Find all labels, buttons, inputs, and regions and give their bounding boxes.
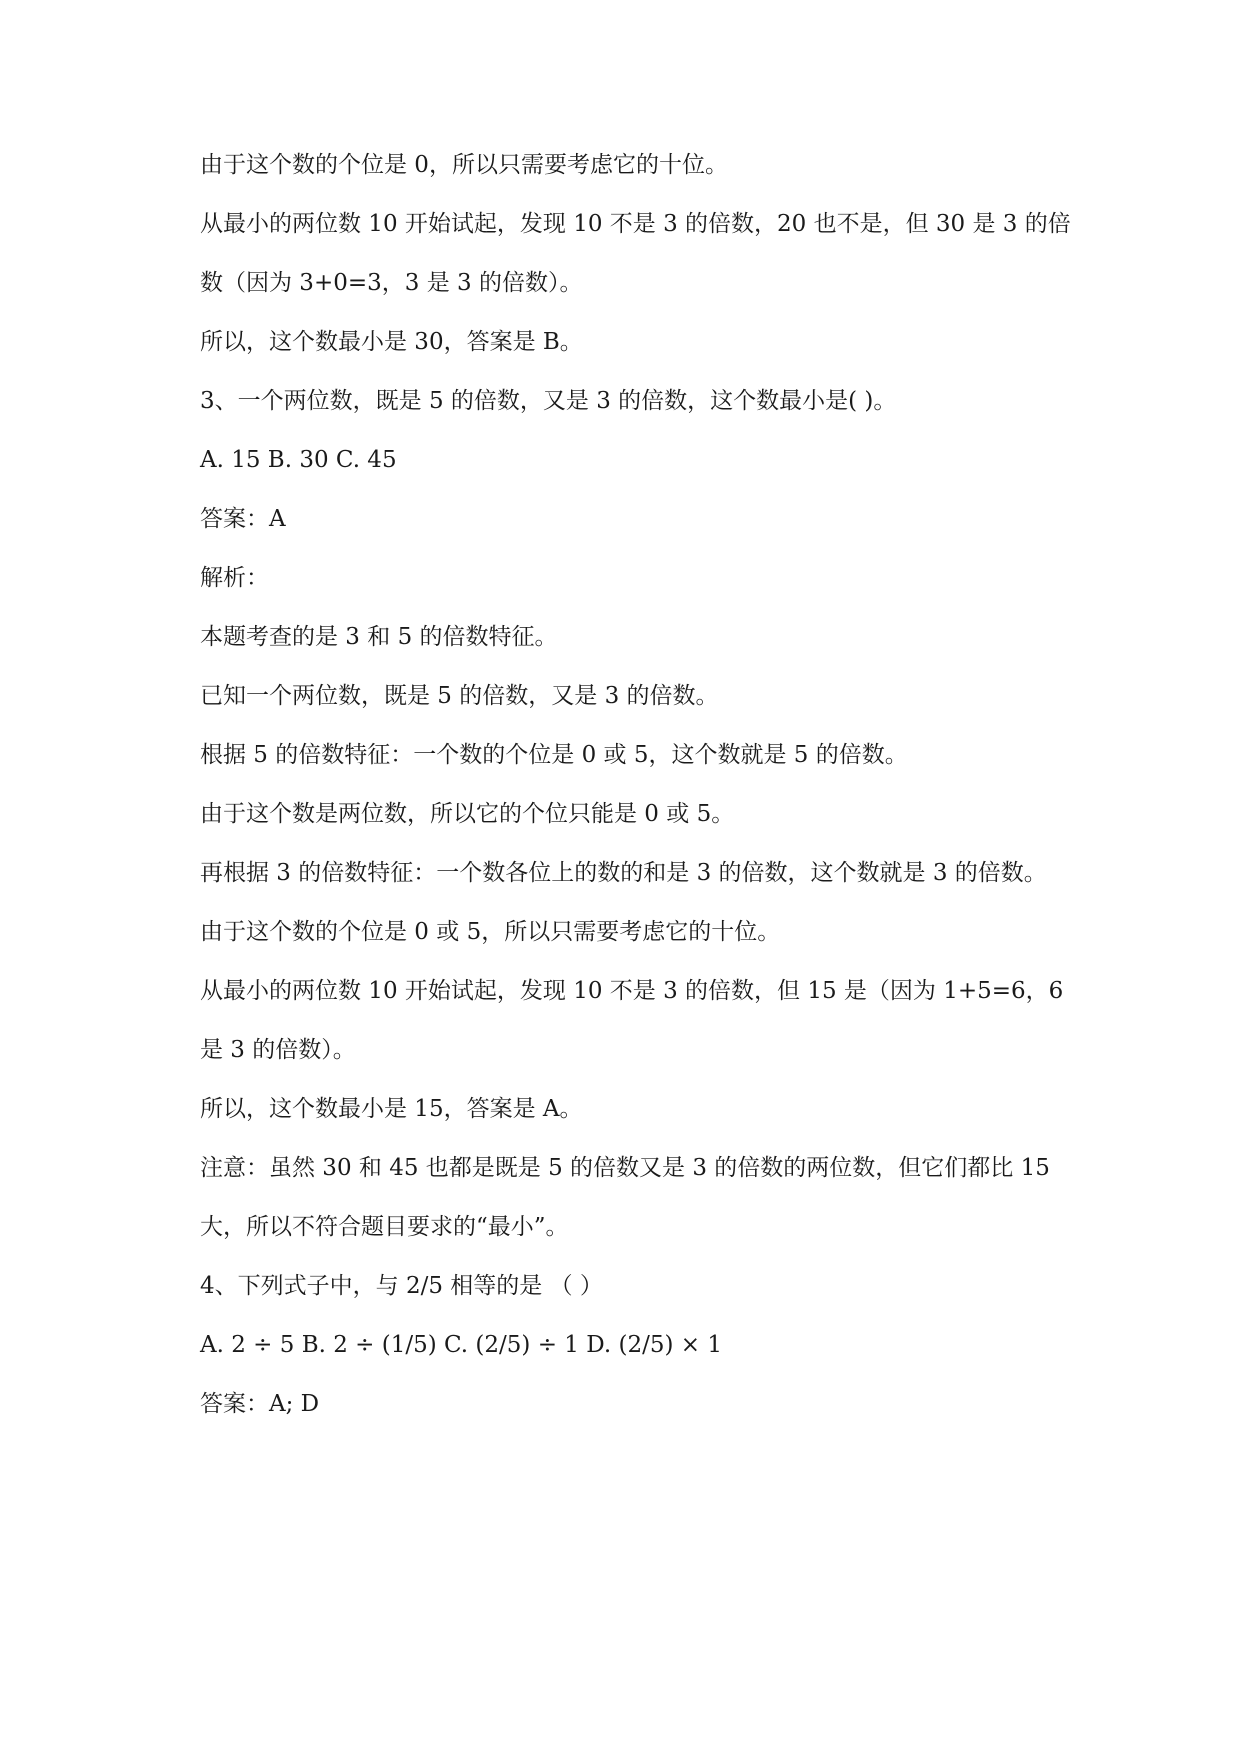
paragraph-line: 已知一个两位数，既是 5 的倍数，又是 3 的倍数。: [200, 683, 719, 709]
question-3-title: 3、一个两位数，既是 5 的倍数，又是 3 的倍数，这个数最小是( )。: [200, 388, 897, 414]
paragraph-line: 注意：虽然 30 和 45 也都是既是 5 的倍数又是 3 的倍数的两位数，但它们都比 15: [200, 1155, 1050, 1181]
paragraph-line: 大，所以不符合题目要求的“最小”。: [200, 1214, 569, 1240]
paragraph-line: 从最小的两位数 10 开始试起，发现 10 不是 3 的倍数，20 也不是，但 30 是 3 的倍: [200, 211, 1071, 237]
paragraph-line: 所以，这个数最小是 15，答案是 A。: [200, 1096, 583, 1122]
paragraph-line: 是 3 的倍数）。: [200, 1037, 356, 1063]
paragraph-line: 从最小的两位数 10 开始试起，发现 10 不是 3 的倍数，但 15 是（因为 1+5=6，6: [200, 978, 1064, 1004]
question-4-options: A. 2 ÷ 5 B. 2 ÷ (1/5) C. (2/5) ÷ 1 D. (2/5) × 1: [200, 1332, 722, 1358]
paragraph-line: 由于这个数的个位是 0 或 5，所以只需要考虑它的十位。: [200, 919, 781, 945]
paragraph-line: 本题考查的是 3 和 5 的倍数特征。: [200, 624, 558, 650]
paragraph-line: 由于这个数是两位数，所以它的个位只能是 0 或 5。: [200, 801, 735, 827]
paragraph-line: 数（因为 3+0=3，3 是 3 的倍数）。: [200, 270, 583, 296]
paragraph-line: 所以，这个数最小是 30，答案是 B。: [200, 329, 583, 355]
paragraph-line: 再根据 3 的倍数特征：一个数各位上的数的和是 3 的倍数，这个数就是 3 的倍数。: [200, 860, 1047, 886]
question-3-answer: 答案：A: [200, 506, 286, 532]
paragraph-line: 由于这个数的个位是 0，所以只需要考虑它的十位。: [200, 152, 728, 178]
analysis-heading: 解析：: [200, 565, 269, 591]
question-4-answer: 答案：A; D: [200, 1391, 320, 1417]
paragraph-line: 根据 5 的倍数特征：一个数的个位是 0 或 5，这个数就是 5 的倍数。: [200, 742, 908, 768]
question-4-title: 4、下列式子中，与 2/5 相等的是 （ ）: [200, 1273, 603, 1299]
question-3-options: A. 15 B. 30 C. 45: [200, 447, 397, 473]
